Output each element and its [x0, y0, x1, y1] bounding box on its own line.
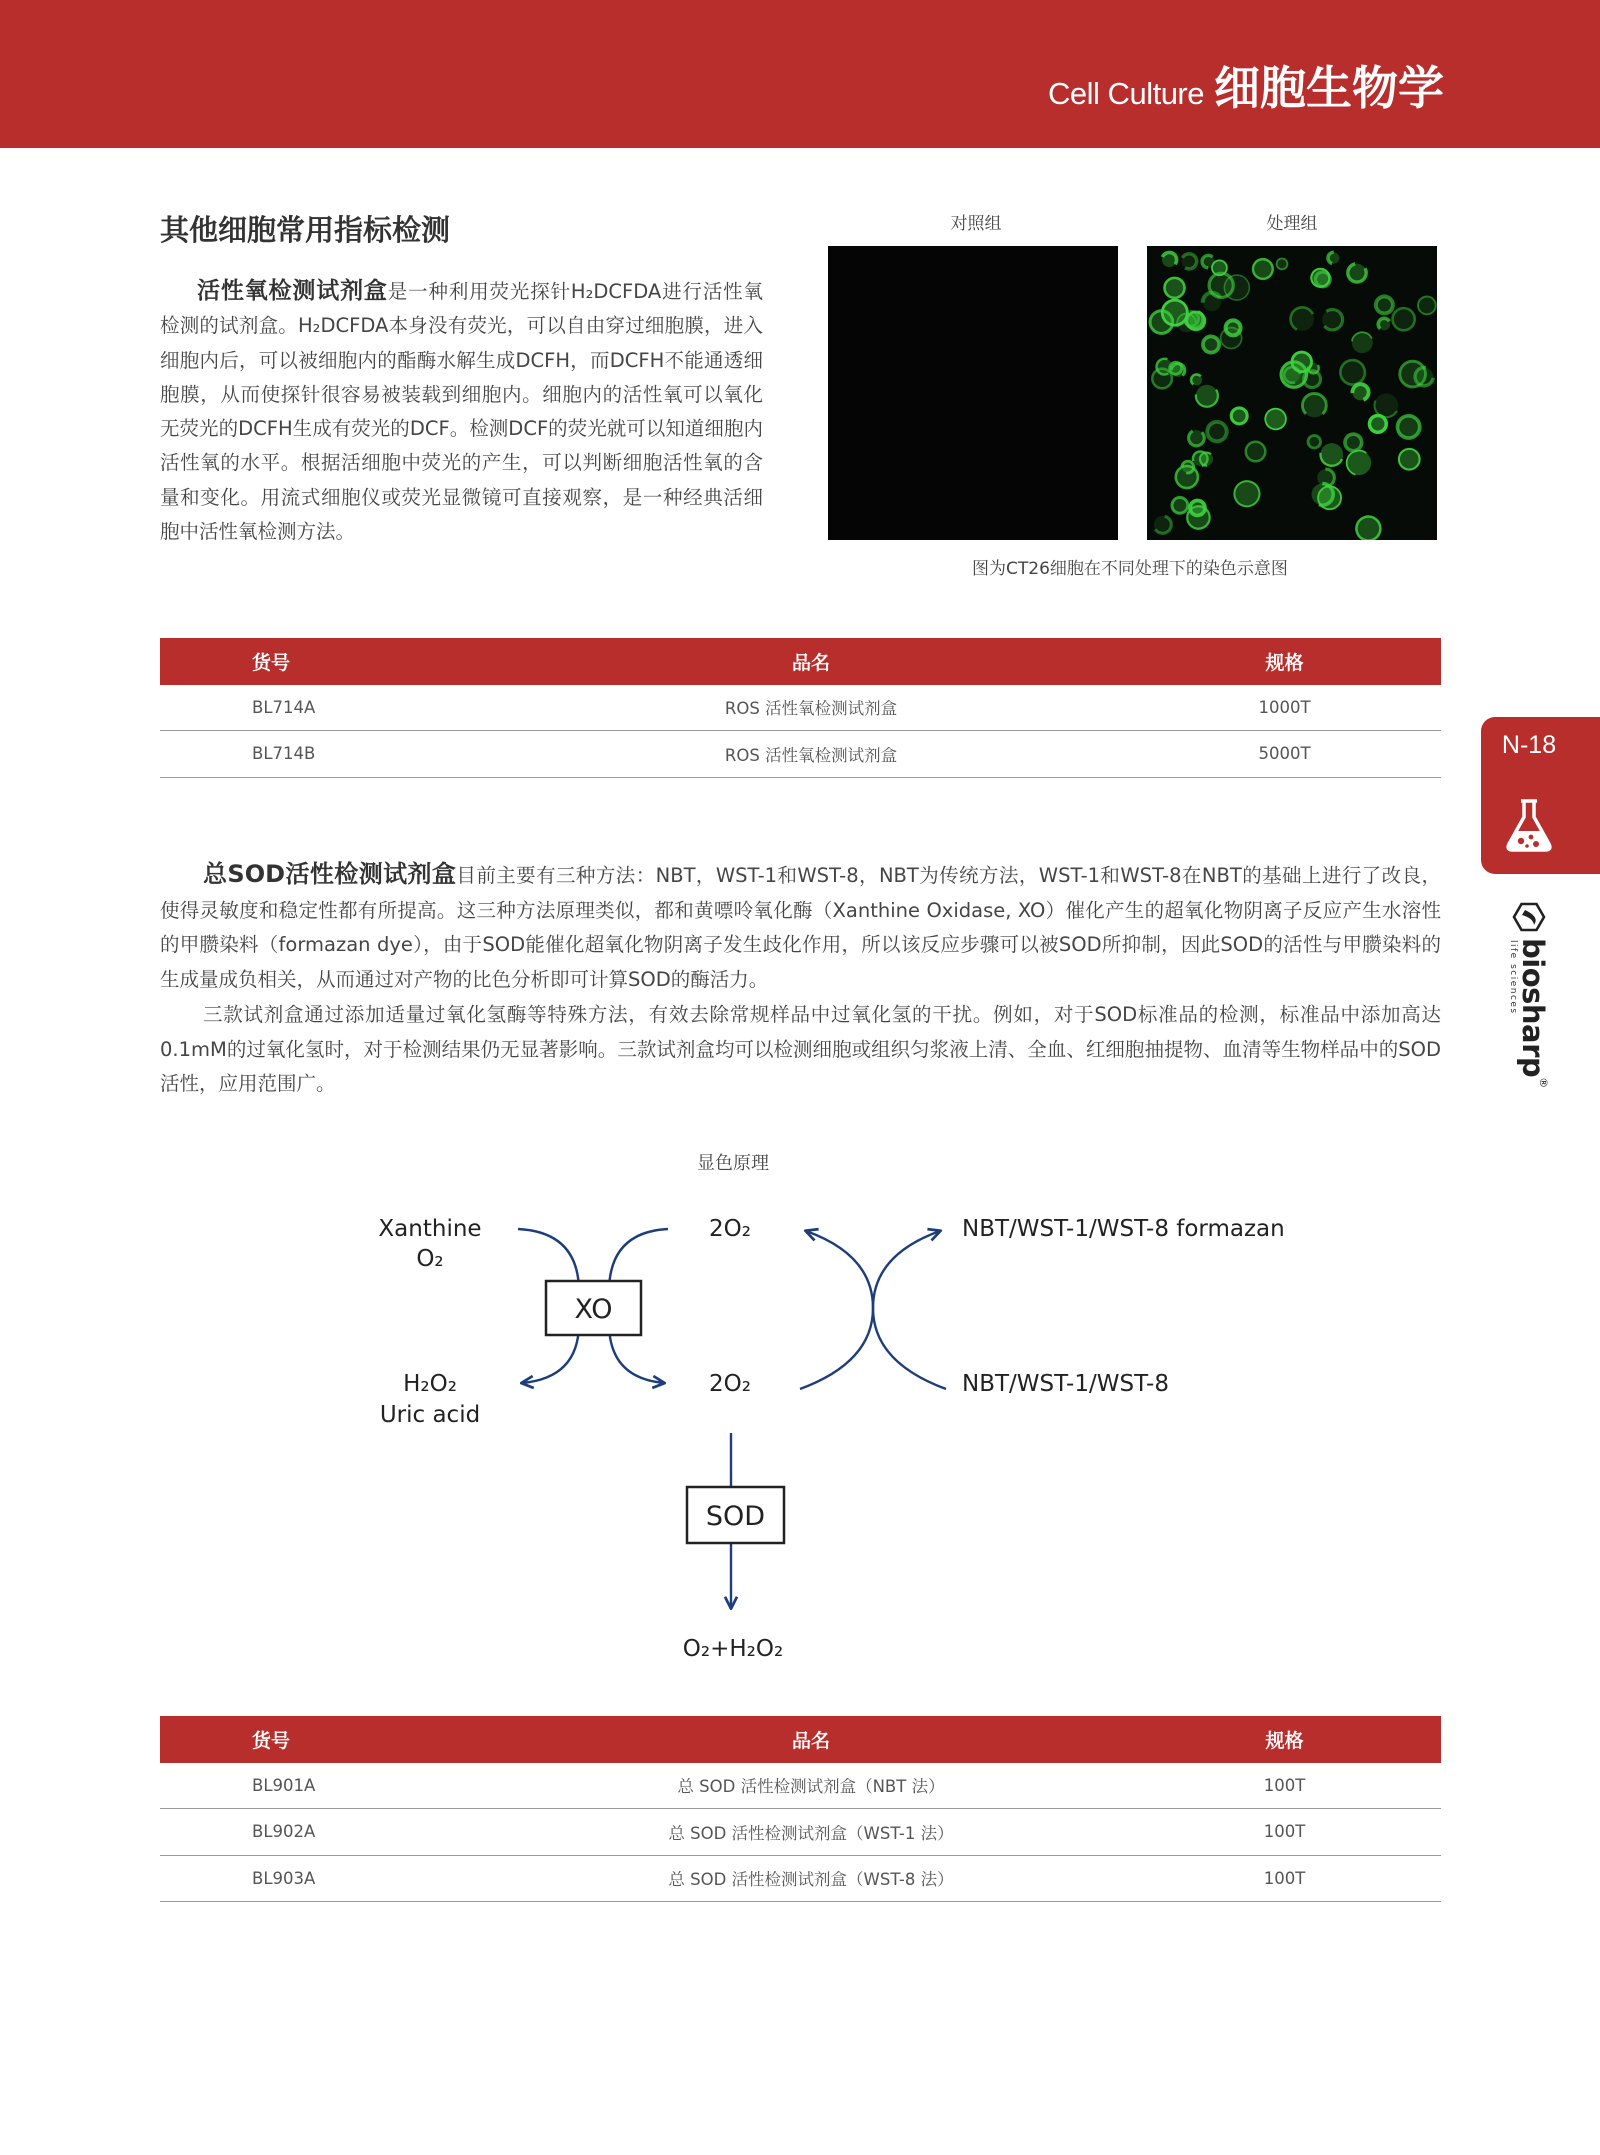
stained-cell [1376, 316, 1393, 333]
stained-cell [1199, 452, 1214, 467]
nbt-label: NBT/WST-1/WST-8 [962, 1371, 1169, 1397]
table-row [160, 685, 1441, 732]
brand-logo [1506, 900, 1550, 1088]
table-row [160, 731, 1441, 778]
logo-emblem-icon [1512, 900, 1546, 934]
header-cat-no: 货号 [252, 651, 291, 674]
ros-product-table [160, 638, 1441, 778]
stained-cell [1275, 257, 1289, 271]
sod-lead: 总SOD活性检测试剂盒 [203, 860, 457, 888]
treated-image [1147, 246, 1437, 540]
page-header [0, 0, 1600, 148]
stained-cell [1200, 333, 1223, 356]
stained-cell [1189, 372, 1204, 387]
top-superoxide-label: 2O₂ [709, 1216, 751, 1242]
sod-label: SOD [705, 1501, 766, 1532]
cat-no-cell: BL714B [252, 744, 316, 764]
stained-cell [1286, 303, 1318, 335]
o2-label: O₂ [416, 1246, 444, 1272]
treated-label: 处理组 [1266, 214, 1318, 234]
stained-cell [1344, 448, 1375, 479]
stained-cell [1152, 514, 1173, 535]
stained-cell [1249, 255, 1276, 282]
stained-cell [1225, 320, 1241, 336]
stained-cell [1352, 512, 1384, 540]
name-cell: 总 SOD 活性检测试剂盒（NBT 法） [677, 1777, 945, 1797]
stained-cell [1414, 366, 1434, 386]
stained-cell [1205, 420, 1229, 444]
stained-cell [1185, 427, 1207, 449]
sod-paragraph-2: 三款试剂盒通过添加适量过氧化氢酶等特殊方法，有效去除常规样品中过氧化氢的干扰。例如，对于SOD标准品的检测，标准品中添加高达0.1mM的过氧化氢时，对于检测结果仍无显著影响。三款试剂盒均可以检测细胞或组织匀浆液上清、全血、红细胞抽提物、血清等生物样品中的SOD活性，应用范围广。 [160, 1002, 1441, 1096]
stained-cell [1396, 414, 1422, 440]
stained-cell [1231, 478, 1263, 510]
bottom-superoxide-label: 2O₂ [709, 1371, 751, 1397]
table-row [160, 1763, 1441, 1810]
chapter-tab [1481, 717, 1600, 874]
diagram-title: 显色原理 [697, 1153, 769, 1174]
figure-caption: 图为CT26细胞在不同处理下的染色示意图 [972, 559, 1288, 579]
cat-no-cell: BL901A [252, 1775, 316, 1795]
stained-cell [1179, 251, 1199, 271]
superoxide-recycle-arrow [800, 1231, 873, 1389]
stained-cell [1373, 293, 1396, 316]
sod-body-1: 目前主要有三种方法：NBT，WST-1和WST-8，NBT为传统方法，WST-1和WST-8在NBT的基础上进行了改良，使得灵敏度和稳定性都有所提高。这三种方法原理类似，都和黄嘌呤氧化酶（Xanthine Oxidase, XO）催化产生的超氧化物阴离子反应产生水溶性的甲臜染料（formazan dye），由于SOD能催化超氧化物阴离子发生歧化作用，所以该反应步骤可以被SOD所抑制，因此SOD的活性与甲臜染料的生成量成负相关，从而通过对产物的比色分析即可计算SOD的酶活力。 [160, 864, 1441, 992]
name-cell: 总 SOD 活性检测试剂盒（WST-8 法） [668, 1870, 954, 1890]
stained-cell [1308, 266, 1332, 290]
table-row [160, 1809, 1441, 1856]
sod-description [160, 857, 1441, 1102]
control-label: 对照组 [950, 214, 1002, 234]
stained-cell [1352, 383, 1370, 401]
stained-cell [1245, 441, 1266, 462]
product-label: O₂+H₂O₂ [682, 1636, 784, 1662]
header-spec: 规格 [1265, 1729, 1304, 1752]
name-cell: ROS 活性氧检测试剂盒 [724, 745, 898, 765]
sod-paragraph-1 [160, 857, 1441, 998]
xo-label: XO [574, 1294, 613, 1325]
spec-cell: 100T [1263, 1822, 1306, 1842]
header-spec: 规格 [1265, 651, 1304, 674]
stained-cell [1350, 331, 1374, 355]
sod-product-table [160, 1716, 1441, 1902]
stained-cell [1171, 497, 1188, 514]
stained-cell [1414, 293, 1437, 318]
xanthine-label: Xanthine [378, 1216, 482, 1242]
stained-cells [1147, 246, 1437, 540]
header-title [1048, 52, 1444, 118]
uric-acid-label: Uric acid [379, 1402, 481, 1428]
spec-cell: 100T [1263, 1775, 1306, 1795]
page-number: N-18 [1501, 731, 1557, 759]
stained-cell [1395, 445, 1424, 474]
spec-cell: 1000T [1258, 697, 1311, 717]
cat-no-cell: BL902A [252, 1822, 316, 1842]
control-image [828, 246, 1118, 540]
header-title-cn: 细胞生物学 [1214, 61, 1444, 115]
header-cat-no: 货号 [252, 1729, 291, 1752]
stained-cell [1297, 389, 1331, 423]
stained-cell [1163, 276, 1187, 300]
cat-no-cell: BL903A [252, 1868, 316, 1888]
stained-cell [1228, 405, 1249, 426]
stained-cell [1344, 260, 1369, 285]
header-name: 品名 [791, 1729, 830, 1752]
spec-cell: 100T [1263, 1868, 1306, 1888]
name-cell: ROS 活性氧检测试剂盒 [724, 699, 898, 719]
stained-cell [1160, 250, 1179, 269]
header-title-en: Cell Culture [1048, 76, 1204, 111]
spec-cell: 5000T [1258, 744, 1311, 764]
logo-brand-text: biosharp [1516, 938, 1550, 1078]
table-row [160, 1856, 1441, 1903]
stained-cell [1318, 305, 1347, 334]
nbt-to-formazan-arrow [873, 1231, 946, 1389]
cat-no-cell: BL714A [252, 697, 316, 717]
stained-cell [1208, 272, 1235, 299]
h2o2-label: H₂O₂ [403, 1371, 457, 1397]
reaction-diagram [300, 1190, 1400, 1670]
table-header [160, 1716, 1441, 1763]
section-title: 其他细胞常用指标检测 [160, 213, 451, 247]
formazan-label: NBT/WST-1/WST-8 formazan [962, 1216, 1285, 1242]
table-header [160, 638, 1441, 685]
ros-body: 是一种利用荧光探针H₂DCFDA进行活性氧检测的试剂盒。H₂DCFDA本身没有荧光，可以自由穿过细胞膜，进入细胞内后，可以被细胞内的酯酶水解生成DCFH，而DCFH不能通透细胞膜，从而使探针很容易被装载到细胞内。细胞内的活性氧可以氧化无荧光的DCFH生成有荧光的DCF。检测DCF的荧光就可以知道细胞内活性氧的水平。根据活细胞中荧光的产生，可以判断细胞活性氧的含量和变化。用流式细胞仪或荧光显微镜可直接观察，是一种经典活细胞中活性氧检测方法。 [160, 280, 764, 544]
flask-icon [1501, 797, 1557, 853]
stained-cell [1327, 251, 1341, 265]
header-name: 品名 [791, 651, 830, 674]
ros-lead: 活性氧检测试剂盒 [197, 278, 388, 304]
stained-cell [1306, 433, 1323, 450]
name-cell: 总 SOD 活性检测试剂盒（WST-1 法） [668, 1823, 954, 1843]
stained-cell [1174, 464, 1199, 489]
ros-description [160, 274, 763, 549]
stained-cell [1262, 406, 1289, 433]
logo-tagline: life sciences [1508, 940, 1518, 1015]
registered-mark: ® [1537, 1077, 1550, 1088]
